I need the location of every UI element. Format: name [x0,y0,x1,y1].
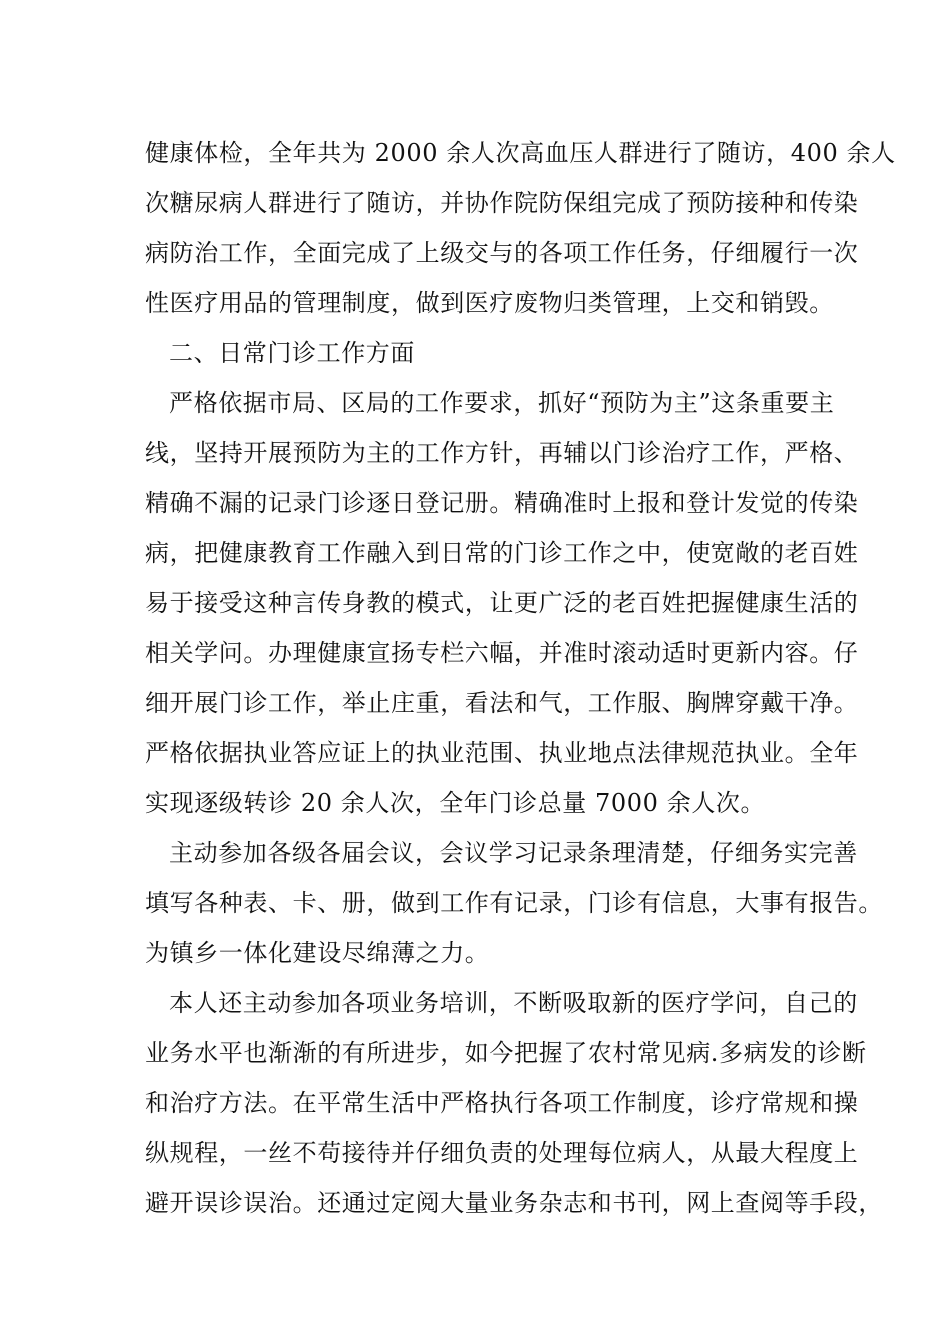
text-line: 病防治工作，全面完成了上级交与的各项工作任务，仔细履行一次 [145,239,859,267]
text-line: 细开展门诊工作，举止庄重，看法和气，工作服、胸牌穿戴干净。 [145,689,859,717]
text-line: 业务水平也渐渐的有所进步，如今把握了农村常见病.多病发的诊断 [145,1039,867,1067]
text-line: 主动参加各级各届会议，会议学习记录条理清楚，仔细务实完善 [169,839,858,867]
document-body [145,128,896,1228]
text-line: 线，坚持开展预防为主的工作方针，再辅以门诊治疗工作，严格、 [145,439,859,467]
paragraph-followup-summary [145,128,896,328]
text-line: 相关学问。办理健康宣扬专栏六幅，并准时滚动适时更新内容。仔 [145,639,859,667]
text-line: 性医疗用品的管理制度，做到医疗废物归类管理，上交和销毁。 [145,289,834,317]
text-line: 精确不漏的记录门诊逐日登记册。精确准时上报和登计发觉的传染 [145,489,859,517]
text-line: 病，把健康教育工作融入到日常的门诊工作之中，使宽敞的老百姓 [145,539,859,567]
text-line: 严格依据执业答应证上的执业范围、执业地点法律规范执业。全年 [145,739,859,767]
text-line: 为镇乡一体化建设尽绵薄之力。 [145,939,490,967]
text-line: 避开误诊误治。还通过定阅大量业务杂志和书刊，网上查阅等手段， [145,1189,883,1217]
text-line: 本人还主动参加各项业务培训，不断吸取新的医疗学问，自己的 [169,989,858,1017]
text-line: 填写各种表、卡、册，做到工作有记录，门诊有信息，大事有报告。 [145,889,883,917]
text-line: 次糖尿病人群进行了随访，并协作院防保组完成了预防接种和传染 [145,189,859,217]
paragraph-training [145,978,883,1228]
text-line: 严格依据市局、区局的工作要求，抓好“预防为主”这条重要主 [169,389,835,417]
text-line: 和治疗方法。在平常生活中严格执行各项工作制度，诊疗常规和操 [145,1089,859,1117]
text-line: 易于接受这种言传身教的模式，让更广泛的老百姓把握健康生活的 [145,589,859,617]
section-heading [145,328,825,378]
heading-line: 二、日常门诊工作方面 [169,339,415,367]
text-line: 健康体检，全年共为 2000 余人次高血压人群进行了随访，400 余人 [145,139,896,167]
text-line: 纵规程，一丝不苟接待并仔细负责的处理每位病人，从最大程度上 [145,1139,859,1167]
paragraph-outpatient-work [145,378,859,828]
paragraph-meetings [145,828,883,978]
text-line: 实现逐级转诊 20 余人次，全年门诊总量 7000 余人次。 [145,789,766,817]
